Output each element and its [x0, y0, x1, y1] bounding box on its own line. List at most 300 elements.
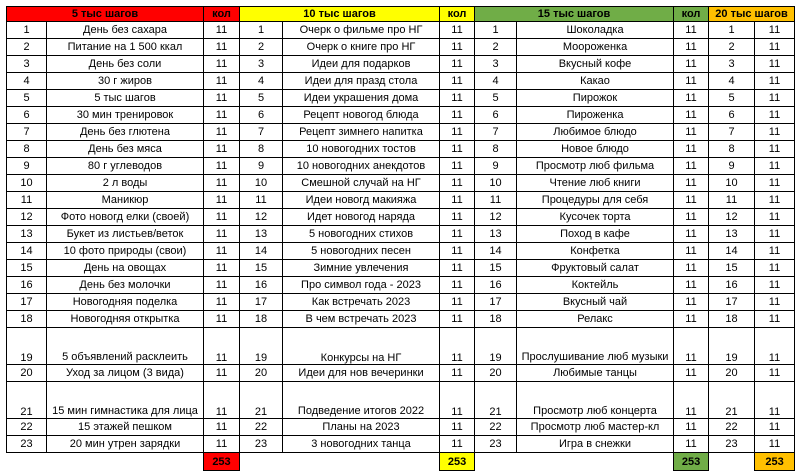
total-row — [7, 453, 240, 471]
task-count: 11 — [755, 277, 795, 294]
total-row — [709, 453, 795, 471]
task-name: День на овощах — [47, 260, 204, 277]
task-count: 11 — [755, 90, 795, 107]
task-count: 11 — [755, 311, 795, 328]
task-name: День без молочки — [47, 277, 204, 294]
table-row — [709, 107, 795, 124]
row-number: 2 — [7, 39, 47, 56]
task-count: 11 — [204, 419, 240, 436]
table-row — [7, 192, 240, 209]
task-count: 11 — [755, 22, 795, 39]
task-count: 11 — [755, 328, 795, 365]
task-count: 11 — [204, 124, 240, 141]
task-name: Как встречать 2023 — [283, 294, 440, 311]
task-count: 11 — [674, 365, 709, 382]
table-row — [475, 22, 709, 39]
table-row — [709, 141, 795, 158]
table-row — [240, 141, 475, 158]
row-number: 1 — [240, 22, 283, 39]
row-number: 10 — [7, 175, 47, 192]
task-name: Вкусный чай — [517, 294, 674, 311]
table-row — [709, 39, 795, 56]
table-15k — [474, 6, 709, 471]
task-name: Букет из листьев/веток — [47, 226, 204, 243]
task-name: 15 мин гимнастика для лица — [47, 382, 204, 419]
table-row — [709, 311, 795, 328]
task-name: Конкурсы на НГ — [283, 328, 440, 365]
row-number: 2 — [475, 39, 517, 56]
row-number: 3 — [709, 56, 755, 73]
table-row — [7, 124, 240, 141]
table-row — [475, 192, 709, 209]
task-count: 11 — [674, 73, 709, 90]
task-count: 11 — [440, 192, 475, 209]
task-count: 11 — [674, 158, 709, 175]
header-row — [240, 7, 475, 22]
row-number: 12 — [7, 209, 47, 226]
table-row — [475, 260, 709, 277]
row-number: 7 — [475, 124, 517, 141]
row-number: 18 — [240, 311, 283, 328]
table-row — [240, 209, 475, 226]
table-row — [709, 294, 795, 311]
table-row — [475, 294, 709, 311]
table-row — [709, 243, 795, 260]
row-number: 23 — [475, 436, 517, 453]
table-row — [7, 107, 240, 124]
row-number: 15 — [475, 260, 517, 277]
total-value: 253 — [440, 453, 475, 471]
row-number: 12 — [475, 209, 517, 226]
table-row — [7, 436, 240, 453]
row-number: 4 — [240, 73, 283, 90]
row-number: 17 — [240, 294, 283, 311]
row-number: 9 — [240, 158, 283, 175]
task-count: 11 — [440, 226, 475, 243]
task-name: Планы на 2023 — [283, 419, 440, 436]
task-name: День без сахара — [47, 22, 204, 39]
row-number: 8 — [240, 141, 283, 158]
task-name: Процедуры для себя — [517, 192, 674, 209]
row-number: 7 — [240, 124, 283, 141]
task-count: 11 — [440, 419, 475, 436]
task-name: 5 новогодних песен — [283, 243, 440, 260]
task-count: 11 — [755, 294, 795, 311]
task-name: Релакс — [517, 311, 674, 328]
table-row — [240, 328, 475, 365]
table-row — [475, 311, 709, 328]
row-number: 6 — [240, 107, 283, 124]
table-row — [475, 124, 709, 141]
row-number: 5 — [709, 90, 755, 107]
row-number: 14 — [7, 243, 47, 260]
task-count: 11 — [674, 39, 709, 56]
header-row — [475, 7, 709, 22]
row-number: 8 — [7, 141, 47, 158]
row-number: 4 — [7, 73, 47, 90]
empty-cell — [7, 453, 47, 471]
task-count: 11 — [674, 124, 709, 141]
task-name: Про символ года - 2023 — [283, 277, 440, 294]
table-row — [709, 365, 795, 382]
table-row — [475, 158, 709, 175]
task-count: 11 — [440, 39, 475, 56]
row-number: 13 — [240, 226, 283, 243]
table-row — [709, 260, 795, 277]
task-name: Просмотр люб мастер-кл — [517, 419, 674, 436]
row-number: 1 — [709, 22, 755, 39]
total-value: 253 — [204, 453, 240, 471]
task-count: 11 — [674, 192, 709, 209]
task-name: 20 мин утрен зарядки — [47, 436, 204, 453]
task-count: 11 — [674, 294, 709, 311]
task-count: 11 — [440, 294, 475, 311]
row-number: 9 — [7, 158, 47, 175]
row-number: 22 — [709, 419, 755, 436]
task-name: Пирожок — [517, 90, 674, 107]
row-number: 8 — [475, 141, 517, 158]
total-value: 253 — [755, 453, 795, 471]
table-row — [240, 107, 475, 124]
row-number: 20 — [7, 365, 47, 382]
task-count: 11 — [204, 209, 240, 226]
task-count: 11 — [440, 382, 475, 419]
task-count: 11 — [440, 243, 475, 260]
table-row — [475, 107, 709, 124]
task-count: 11 — [755, 365, 795, 382]
task-count: 11 — [755, 382, 795, 419]
steps-challenge-sheet — [6, 6, 796, 468]
task-name: Идет новогод наряда — [283, 209, 440, 226]
empty-cell — [475, 453, 517, 471]
task-count: 11 — [440, 260, 475, 277]
task-name: 5 тыс шагов — [47, 90, 204, 107]
task-name: 30 г жиров — [47, 73, 204, 90]
task-count: 11 — [755, 141, 795, 158]
task-name: Коктейль — [517, 277, 674, 294]
table-row — [475, 209, 709, 226]
task-name: 10 новогодних тостов — [283, 141, 440, 158]
table-row — [7, 90, 240, 107]
row-number: 5 — [240, 90, 283, 107]
table-row — [7, 328, 240, 365]
empty-cell — [47, 453, 204, 471]
task-count: 11 — [204, 294, 240, 311]
total-row — [475, 453, 709, 471]
task-count: 11 — [755, 243, 795, 260]
task-count: 11 — [440, 141, 475, 158]
task-count: 11 — [204, 107, 240, 124]
row-number: 12 — [240, 209, 283, 226]
table-row — [709, 192, 795, 209]
row-number: 14 — [709, 243, 755, 260]
task-count: 11 — [204, 56, 240, 73]
table-row — [475, 141, 709, 158]
count-header: кол — [204, 7, 240, 22]
task-count: 11 — [755, 107, 795, 124]
row-number: 11 — [240, 192, 283, 209]
table-row — [240, 243, 475, 260]
table-row — [240, 382, 475, 419]
task-count: 11 — [674, 209, 709, 226]
table-row — [240, 56, 475, 73]
table-row — [240, 90, 475, 107]
task-name: Фото новогд елки (своей) — [47, 209, 204, 226]
task-count: 11 — [674, 419, 709, 436]
table-row — [7, 243, 240, 260]
table-row — [240, 192, 475, 209]
row-number: 19 — [475, 328, 517, 365]
task-count: 11 — [674, 90, 709, 107]
task-count: 11 — [204, 90, 240, 107]
task-count: 11 — [440, 124, 475, 141]
section-title: 15 тыс шагов — [475, 7, 674, 22]
task-count: 11 — [440, 73, 475, 90]
table-row — [240, 22, 475, 39]
row-number: 7 — [709, 124, 755, 141]
task-count: 11 — [204, 226, 240, 243]
table-row — [709, 124, 795, 141]
task-count: 11 — [204, 436, 240, 453]
count-header: кол — [440, 7, 475, 22]
row-number: 2 — [240, 39, 283, 56]
table-row — [709, 382, 795, 419]
table-row — [709, 277, 795, 294]
task-count: 11 — [755, 158, 795, 175]
row-number: 18 — [709, 311, 755, 328]
row-number: 4 — [709, 73, 755, 90]
table-row — [709, 73, 795, 90]
task-name: День без соли — [47, 56, 204, 73]
task-name: Поход в кафе — [517, 226, 674, 243]
table-row — [240, 39, 475, 56]
task-name: Смешной случай на НГ — [283, 175, 440, 192]
task-name: Новогодняя поделка — [47, 294, 204, 311]
section-title: 10 тыс шагов — [240, 7, 440, 22]
table-row — [7, 39, 240, 56]
row-number: 7 — [7, 124, 47, 141]
table-row — [475, 365, 709, 382]
row-number: 5 — [7, 90, 47, 107]
row-number: 14 — [240, 243, 283, 260]
row-number: 5 — [475, 90, 517, 107]
task-count: 11 — [204, 382, 240, 419]
table-row — [7, 226, 240, 243]
task-name: Просмотр люб фильма — [517, 158, 674, 175]
task-count: 11 — [440, 175, 475, 192]
table-row — [7, 158, 240, 175]
task-count: 11 — [440, 22, 475, 39]
task-name: Шоколадка — [517, 22, 674, 39]
task-name: Фруктовый салат — [517, 260, 674, 277]
task-count: 11 — [755, 73, 795, 90]
table-row — [475, 73, 709, 90]
task-count: 11 — [204, 277, 240, 294]
table-row — [7, 22, 240, 39]
row-number: 9 — [475, 158, 517, 175]
task-count: 11 — [755, 436, 795, 453]
task-name: В чем встречать 2023 — [283, 311, 440, 328]
table-row — [240, 419, 475, 436]
row-number: 12 — [709, 209, 755, 226]
task-count: 11 — [674, 260, 709, 277]
task-name: Идеи украшения дома — [283, 90, 440, 107]
task-count: 11 — [440, 56, 475, 73]
task-count: 11 — [755, 419, 795, 436]
row-number: 6 — [7, 107, 47, 124]
row-number: 1 — [475, 22, 517, 39]
table-row — [709, 209, 795, 226]
table-row — [475, 382, 709, 419]
table-row — [7, 277, 240, 294]
task-name: 10 фото природы (свои) — [47, 243, 204, 260]
task-name: Любимое блюдо — [517, 124, 674, 141]
table-row — [475, 39, 709, 56]
table-row — [709, 419, 795, 436]
table-row — [475, 175, 709, 192]
task-count: 11 — [204, 39, 240, 56]
task-count: 11 — [755, 209, 795, 226]
task-name: Игра в снежки — [517, 436, 674, 453]
task-count: 11 — [674, 175, 709, 192]
table-row — [240, 175, 475, 192]
section-20k — [708, 6, 794, 468]
table-row — [240, 158, 475, 175]
table-row — [7, 419, 240, 436]
row-number: 18 — [7, 311, 47, 328]
task-count: 11 — [755, 175, 795, 192]
task-count: 11 — [674, 226, 709, 243]
table-row — [240, 124, 475, 141]
empty-cell — [709, 453, 755, 471]
task-count: 11 — [440, 158, 475, 175]
row-number: 6 — [709, 107, 755, 124]
table-row — [475, 436, 709, 453]
task-count: 11 — [204, 328, 240, 365]
row-number: 16 — [475, 277, 517, 294]
table-row — [240, 73, 475, 90]
task-count: 11 — [755, 226, 795, 243]
section-10k — [239, 6, 474, 468]
task-count: 11 — [755, 39, 795, 56]
empty-cell — [517, 453, 674, 471]
row-number: 19 — [240, 328, 283, 365]
task-count: 11 — [440, 436, 475, 453]
table-row — [709, 328, 795, 365]
table-row — [7, 175, 240, 192]
task-name: Идеи для нов вечеринки — [283, 365, 440, 382]
table-row — [709, 436, 795, 453]
table-row — [7, 209, 240, 226]
task-name: Просмотр люб концерта — [517, 382, 674, 419]
task-name: Конфетка — [517, 243, 674, 260]
row-number: 15 — [709, 260, 755, 277]
task-name: Питание на 1 500 ккал — [47, 39, 204, 56]
table-row — [709, 158, 795, 175]
task-count: 11 — [674, 141, 709, 158]
row-number: 3 — [475, 56, 517, 73]
table-row — [7, 56, 240, 73]
row-number: 23 — [709, 436, 755, 453]
task-count: 11 — [674, 328, 709, 365]
row-number: 2 — [709, 39, 755, 56]
row-number: 16 — [240, 277, 283, 294]
task-name: День без глютена — [47, 124, 204, 141]
task-count: 11 — [204, 175, 240, 192]
task-name: Рецепт зимнего напитка — [283, 124, 440, 141]
row-number: 18 — [475, 311, 517, 328]
row-number: 22 — [475, 419, 517, 436]
table-row — [709, 56, 795, 73]
task-name: Пироженка — [517, 107, 674, 124]
task-count: 11 — [204, 260, 240, 277]
task-name: 10 новогодних анекдотов — [283, 158, 440, 175]
task-name: Какао — [517, 73, 674, 90]
row-number: 3 — [7, 56, 47, 73]
task-name: Идеи для празд стола — [283, 73, 440, 90]
task-count: 11 — [204, 311, 240, 328]
task-name: Зимние увлечения — [283, 260, 440, 277]
table-row — [7, 365, 240, 382]
task-name: 3 новогодних танца — [283, 436, 440, 453]
row-number: 13 — [475, 226, 517, 243]
table-row — [475, 56, 709, 73]
task-name: Рецепт новогод блюда — [283, 107, 440, 124]
task-name: Вкусный кофе — [517, 56, 674, 73]
row-number: 14 — [475, 243, 517, 260]
task-name: 30 мин тренировок — [47, 107, 204, 124]
table-row — [709, 175, 795, 192]
table-row — [475, 419, 709, 436]
row-number: 20 — [240, 365, 283, 382]
task-name: 15 этажей пешком — [47, 419, 204, 436]
task-count: 11 — [674, 56, 709, 73]
row-number: 10 — [240, 175, 283, 192]
task-count: 11 — [204, 22, 240, 39]
task-count: 11 — [674, 22, 709, 39]
table-row — [240, 226, 475, 243]
task-name: Идеи новогд макияжа — [283, 192, 440, 209]
row-number: 4 — [475, 73, 517, 90]
row-number: 19 — [7, 328, 47, 365]
task-name: Очерк о книге про НГ — [283, 39, 440, 56]
task-count: 11 — [755, 56, 795, 73]
row-number: 11 — [475, 192, 517, 209]
task-count: 11 — [440, 277, 475, 294]
table-5k — [6, 6, 240, 471]
row-number: 22 — [240, 419, 283, 436]
table-row — [475, 243, 709, 260]
table-10k — [239, 6, 475, 471]
task-count: 11 — [674, 107, 709, 124]
task-count: 11 — [755, 124, 795, 141]
task-name: День без мяса — [47, 141, 204, 158]
row-number: 10 — [709, 175, 755, 192]
row-number: 1 — [7, 22, 47, 39]
task-name: Подведение итогов 2022 — [283, 382, 440, 419]
task-count: 11 — [674, 277, 709, 294]
row-number: 19 — [709, 328, 755, 365]
row-number: 21 — [475, 382, 517, 419]
section-5k — [6, 6, 239, 468]
task-name: Чтение люб книги — [517, 175, 674, 192]
row-number: 20 — [709, 365, 755, 382]
task-name: 5 объявлений расклеить — [47, 328, 204, 365]
task-count: 11 — [204, 73, 240, 90]
table-row — [240, 311, 475, 328]
table-row — [240, 277, 475, 294]
empty-cell — [283, 453, 440, 471]
